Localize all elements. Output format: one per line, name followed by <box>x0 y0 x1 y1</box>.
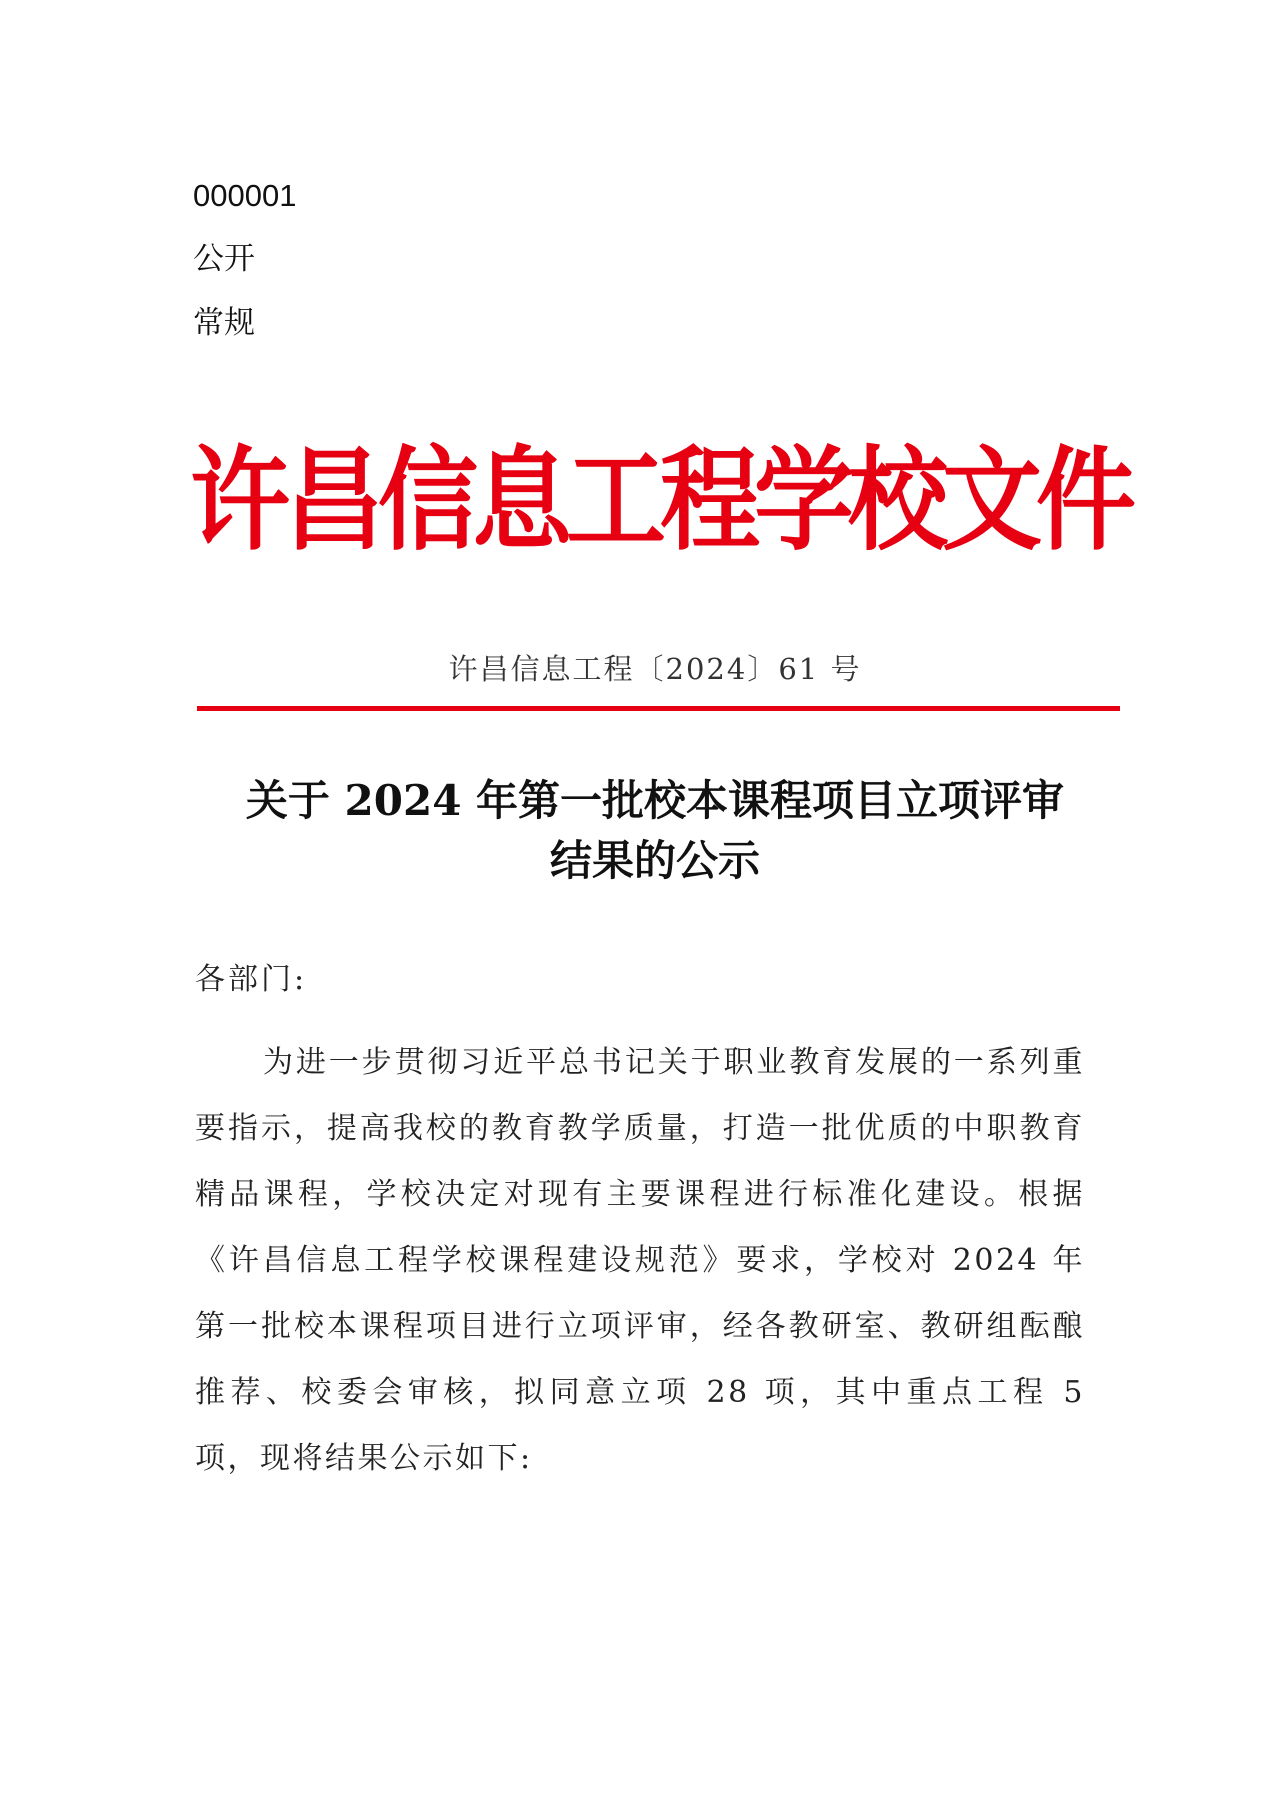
document-category: 常规 <box>193 305 255 340</box>
body-paragraph: 为进一步贯彻习近平总书记关于职业教育发展的一系列重要指示，提高我校的教育教学质量，打造一批优质的中职教育精品课程，学校决定对现有主要课程进行标准化建设。根据《许昌信息工程学校课程建设规范》要求，学校对 2024 年第一批校本课程项目进行立项评审，经各教研室、教研组酝酿推荐、校委会审核，拟同意立项 28 项，其中重点工程 5 项，现将结果公示如下: <box>195 1045 1085 1476</box>
notice-title-line-2: 结果的公示 <box>549 836 760 885</box>
document-code: 000001 <box>193 178 297 213</box>
document-number: 许昌信息工程〔2024〕61 号 <box>448 652 862 686</box>
red-divider-line <box>197 706 1120 711</box>
disclosure-level: 公开 <box>193 241 255 276</box>
notice-title-line-1: 关于 2024 年第一批校本课程项目立项评审 <box>245 776 1065 825</box>
salutation: 各部门: <box>195 962 308 997</box>
masthead-title: 许昌信息工程学校文件 <box>190 433 1130 567</box>
